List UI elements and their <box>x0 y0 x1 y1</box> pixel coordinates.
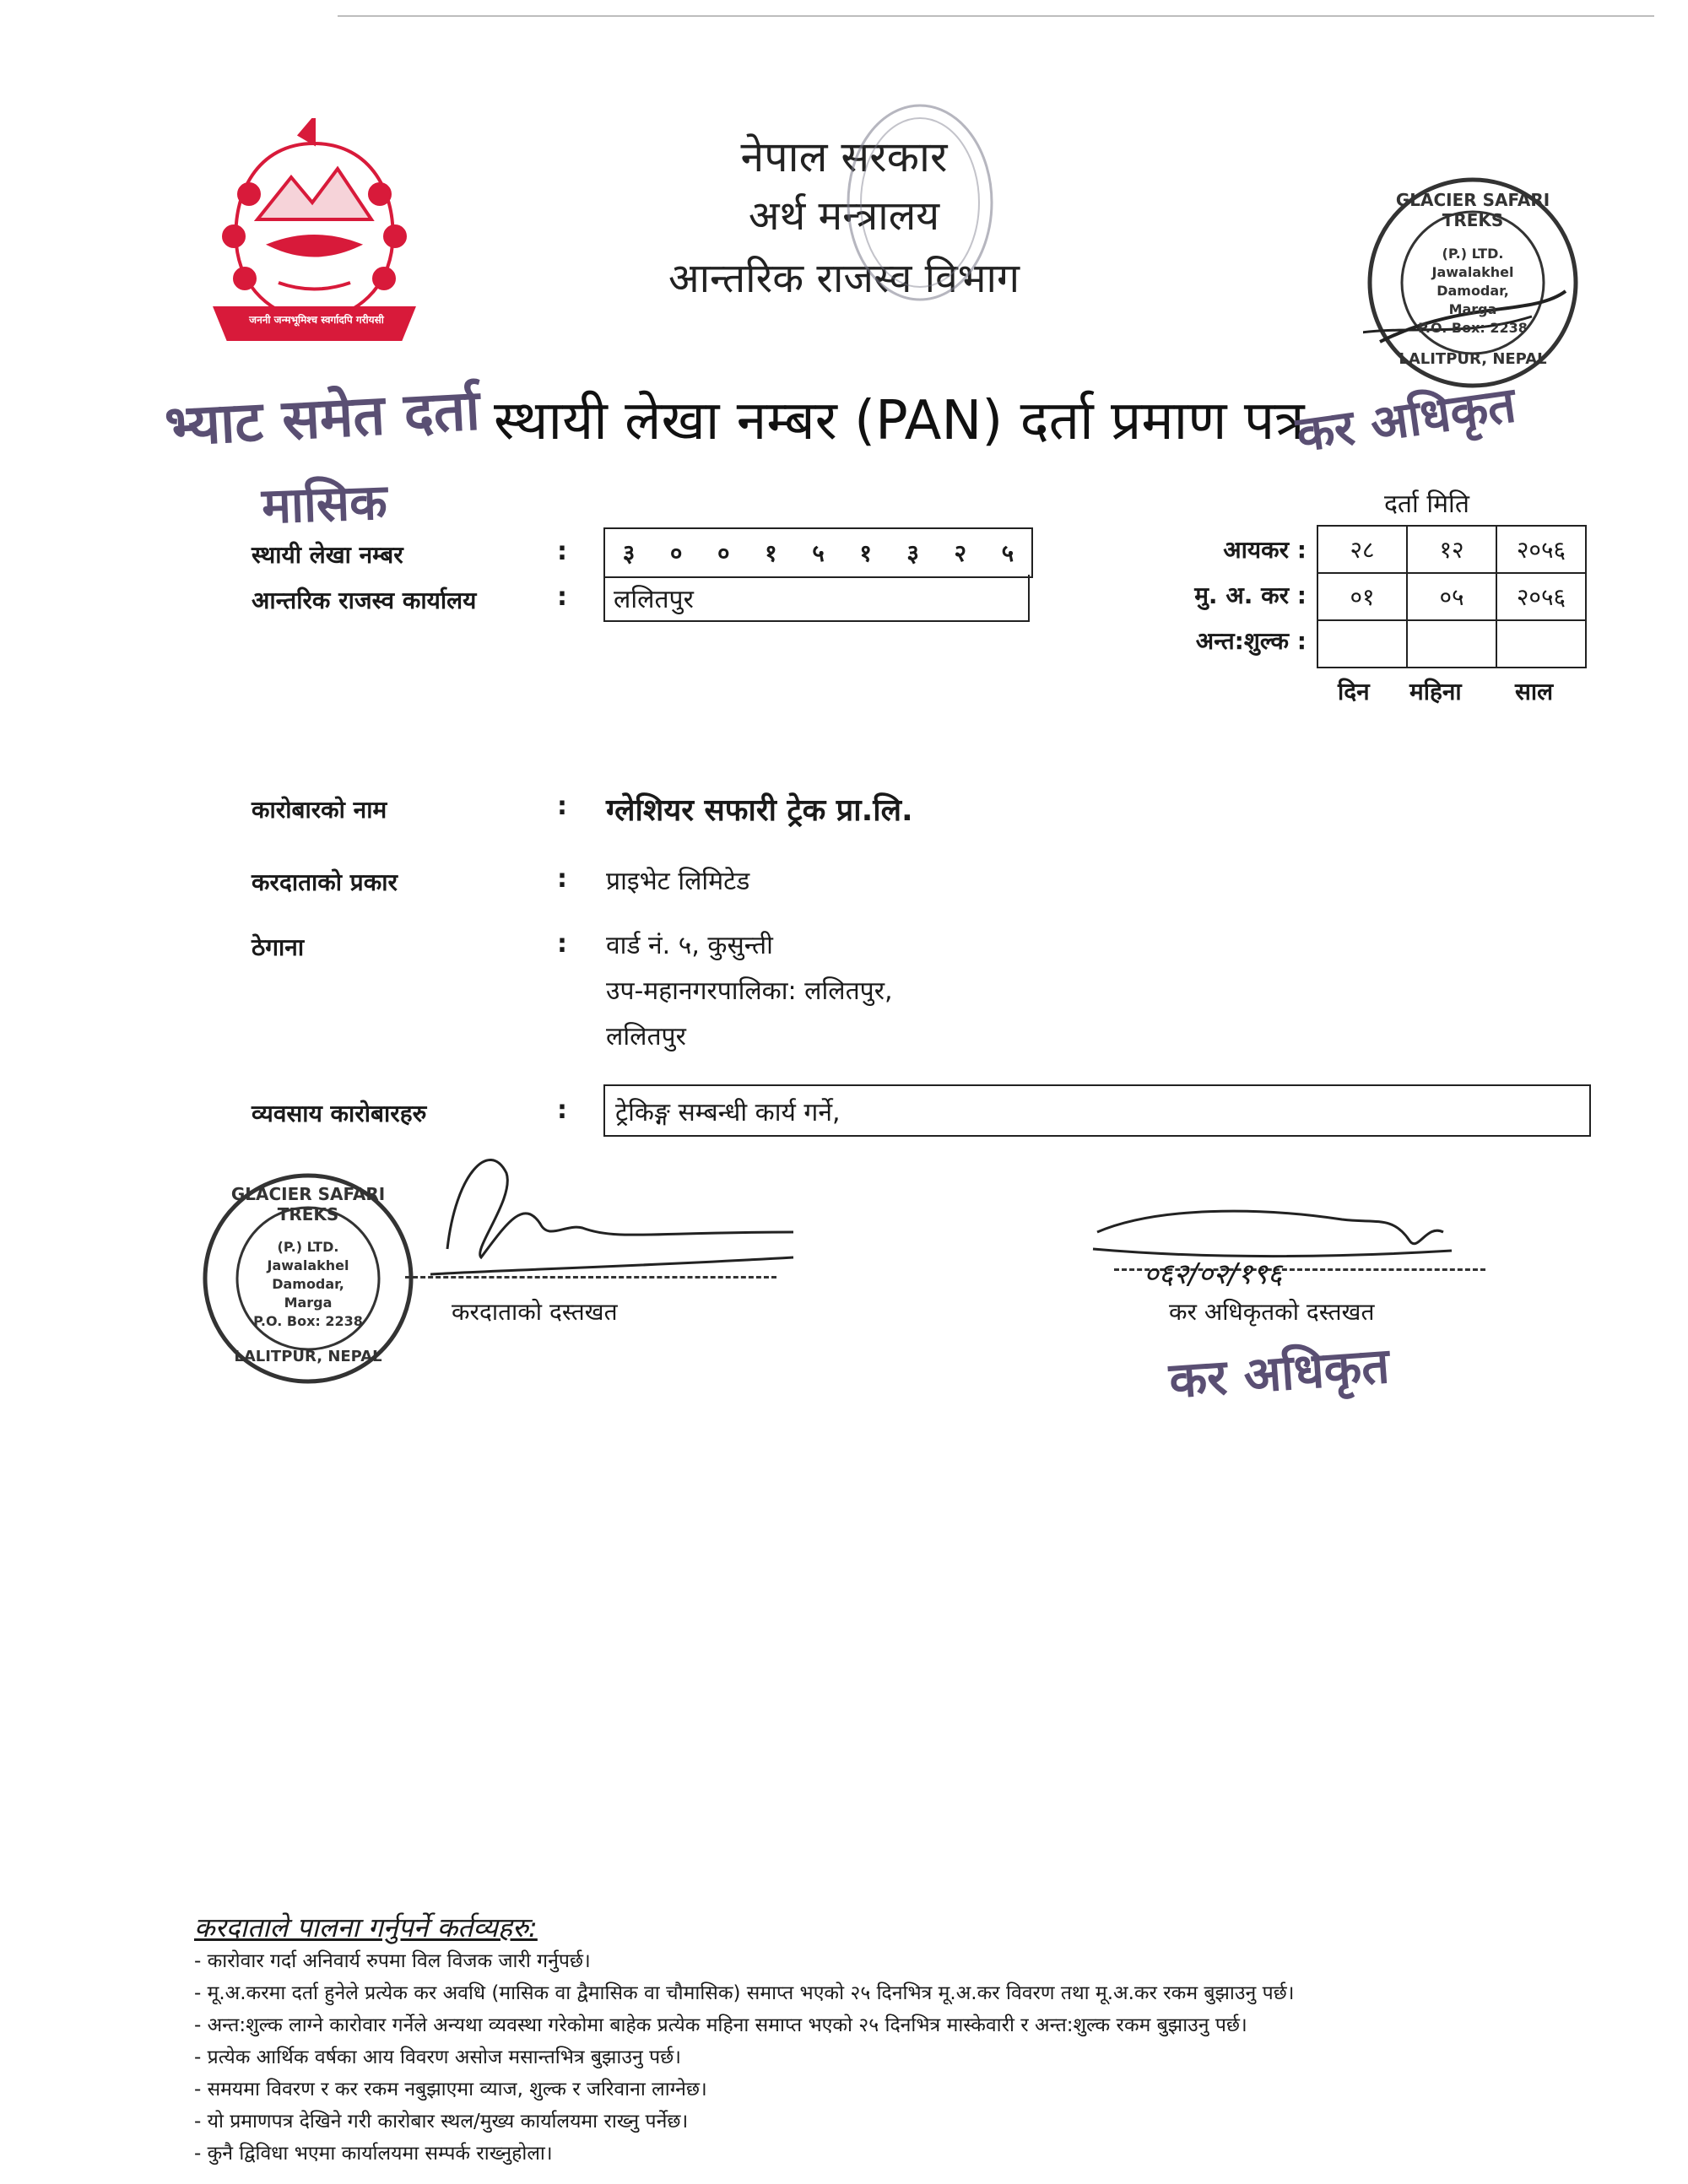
duty-item: - मू.अ.करमा दर्ता हुनेले प्रत्येक कर अवधि (मासिक वा द्वैमासिक वा चौमासिक) समाप्त भएको २५ दिनभित्र मू.अ.कर विवरण तथा मू.अ.कर रकम बुझाउनु पर्छ। <box>194 1982 1295 2004</box>
officer-signature-date: ०६२/०२/१९६ <box>1144 1257 1283 1291</box>
seal-city: LALITPUR, NEPAL <box>1399 350 1547 368</box>
taxpayer-signature <box>397 1122 802 1291</box>
pan-digit: ५ <box>812 539 825 567</box>
pan-digit: २ <box>954 539 967 567</box>
pan-digit: ० <box>717 539 730 567</box>
date-year <box>1496 620 1586 668</box>
address-colon: : <box>557 929 567 959</box>
seal-line: Damodar, Marga <box>272 1276 344 1311</box>
seal-line: Jawalakhel <box>267 1257 349 1273</box>
date-day: २८ <box>1317 526 1407 573</box>
date-year: २०५६ <box>1496 573 1586 620</box>
seal-line: P.O. Box: 2238 <box>253 1313 363 1329</box>
address-line: वार्ड नं. ५, कुसुन्ती <box>606 931 773 960</box>
duty-item: - अन्त:शुल्क लाग्ने कारोवार गर्नेले अन्यथा व्यवस्था गरेकोमा बाहेक प्रत्येक महिना समाप्त भएको २५ दिनभित्र मास्केवारी र अन्त:शुल्क रकम बुझाउनु पर्छ। <box>194 2014 1247 2036</box>
date-row-vat <box>1317 573 1586 620</box>
seal-line: (P.) LTD. <box>1442 246 1504 262</box>
pan-digit: ३ <box>906 539 919 567</box>
pan-digit: ३ <box>622 539 636 567</box>
business-name-colon: : <box>557 792 567 821</box>
monthly-stamp: मासिक <box>260 473 388 535</box>
address-line: ललितपुर <box>606 1022 686 1051</box>
seal-line: (P.) LTD. <box>277 1239 339 1255</box>
ministry-seal <box>836 93 1004 312</box>
business-activities-colon: : <box>557 1095 567 1125</box>
pan-digit: ५ <box>1001 539 1014 567</box>
seal-company-lines <box>249 1238 367 1331</box>
taxpayer-type-label: करदाताको प्रकार <box>252 868 398 896</box>
duty-item: - कारोवार गर्दा अनिवार्य रुपमा विल विजक जारी गर्नुपर्छ। <box>194 1950 591 1972</box>
business-activities-label: व्यवसाय कारोबारहरु <box>252 1100 427 1127</box>
emblem-motto: जननी जन्मभूमिश्च स्वर्गादपि गरीयसी <box>249 314 384 326</box>
seal-line: Jawalakhel <box>1431 264 1514 280</box>
government-name: नेपाल सरकार <box>740 132 948 181</box>
column-day: दिन <box>1338 678 1370 705</box>
date-month: ०५ <box>1407 573 1496 620</box>
pan-digit: ० <box>669 539 683 567</box>
seal-line: P.O. Box: 2238 <box>1418 320 1528 336</box>
seal-line: Damodar, Marga <box>1436 283 1509 317</box>
office-value-box <box>603 575 1030 622</box>
date-day: ०१ <box>1317 573 1407 620</box>
certificate-title: स्थायी लेखा नम्बर (PAN) दर्ता प्रमाण पत्र <box>494 390 1305 452</box>
pan-colon: : <box>557 537 567 566</box>
registration-date-heading: दर्ता मिति <box>1384 489 1469 519</box>
seal-company-lines <box>1414 245 1532 338</box>
duties-title: करदाताले पालना गर्नुपर्ने कर्तव्यहरु: <box>194 1911 538 1943</box>
date-row-excise <box>1317 620 1586 668</box>
column-month: महिना <box>1409 678 1462 705</box>
address-line: उप-महानगरपालिका: ललितपुर, <box>606 976 893 1006</box>
taxpayer-type-colon: : <box>557 864 567 894</box>
ministry-name: अर्थ मन्त्रालय <box>748 192 940 240</box>
seal-company-name: GLACIER SAFARI TREKS <box>230 1184 386 1224</box>
business-name-label: कारोबारको नाम <box>252 796 387 824</box>
duty-item: - प्रत्येक आर्थिक वर्षका आय विवरण असोज मसान्तभित्र बुझाउनु पर्छ। <box>194 2046 681 2068</box>
date-row-label: आयकर : <box>1223 536 1307 564</box>
taxpayer-type-value: प्राइभेट लिमिटेड <box>606 867 750 896</box>
date-row-label: अन्त:शुल्क : <box>1195 627 1307 655</box>
office-colon: : <box>557 582 567 612</box>
office-value: ललितपुर <box>614 584 694 614</box>
business-name-value: ग्लेशियर सफारी ट्रेक प्रा.लि. <box>606 793 913 828</box>
pan-number-box <box>603 527 1033 578</box>
registration-date-table <box>1317 525 1587 668</box>
column-year: साल <box>1515 678 1554 705</box>
top-rule <box>338 15 1654 17</box>
company-seal-bottom <box>198 1169 418 1388</box>
taxpayer-signature-label: करदाताको दस्तखत <box>452 1298 618 1326</box>
date-month: १२ <box>1407 526 1496 573</box>
pan-digit: १ <box>765 539 777 567</box>
address-label: ठेगाना <box>252 933 305 961</box>
taxpayer-signature-line <box>405 1276 776 1279</box>
tax-officer-stamp-top: कर अधिकृत <box>1292 376 1519 463</box>
department-name: आन्तरिक राजस्व विभाग <box>668 255 1020 302</box>
duty-item: - कुनै द्विविधा भएमा कार्यालयमा सम्पर्क राख्नुहोला। <box>194 2143 553 2165</box>
seal-company-name: GLACIER SAFARI TREKS <box>1395 190 1550 230</box>
duty-item: - यो प्रमाणपत्र देखिने गरी कारोबार स्थल/मुख्य कार्यालयमा राख्नु पर्नेछ। <box>194 2111 689 2133</box>
date-row-label: मु. अ. कर : <box>1194 581 1307 609</box>
date-month <box>1407 620 1496 668</box>
vat-registered-stamp: भ्याट समेत दर्ता <box>163 377 482 459</box>
seal-city: LALITPUR, NEPAL <box>234 1348 382 1365</box>
duty-item: - समयमा विवरण र कर रकम नबुझाएमा व्याज, शुल्क र जरिवाना लाग्नेछ। <box>194 2079 707 2100</box>
date-day <box>1317 620 1407 668</box>
date-row-income-tax <box>1317 526 1586 573</box>
date-year: २०५६ <box>1496 526 1586 573</box>
company-seal-top <box>1363 173 1582 392</box>
tax-officer-stamp-bottom: कर अधिकृत <box>1167 1336 1392 1410</box>
office-label: आन्तरिक राजस्व कार्यालय <box>252 587 477 614</box>
pan-digit: १ <box>859 539 872 567</box>
business-activities-value: ट्रेकिङ्ग सम्बन्धी कार्य गर्ने, <box>615 1097 841 1127</box>
officer-signature-label: कर अधिकृतको दस्तखत <box>1169 1298 1375 1326</box>
pan-label: स्थायी लेखा नम्बर <box>252 541 403 569</box>
